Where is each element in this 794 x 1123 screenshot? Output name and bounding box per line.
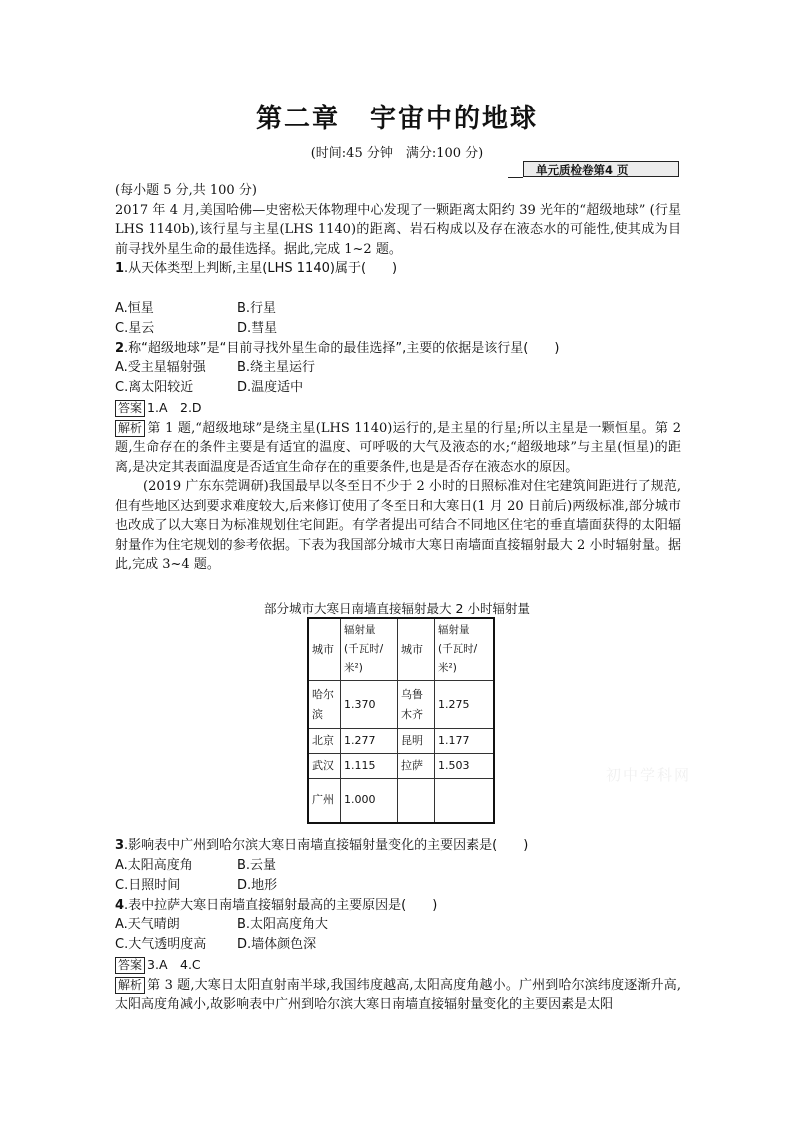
question-2-stem: .称“超级地球”是“目前寻找外星生命的最佳选择”,主要的依据是该行星( )	[124, 340, 560, 356]
header-radiation-unit-b: 米²)	[344, 662, 363, 674]
city-cell: 北京	[308, 729, 341, 754]
q2-option-c: C.离太阳较近	[115, 380, 194, 395]
question-1-number: 1	[115, 261, 125, 276]
value-cell: 1.275	[435, 681, 495, 729]
answer-row-2	[115, 955, 681, 976]
header-radiation-label: 辐射量	[438, 624, 470, 636]
chapter-name: 宇宙中的地球	[370, 104, 539, 134]
q1-option-a: A.恒星	[115, 300, 154, 316]
city-cell	[398, 779, 435, 823]
question-4-options	[115, 915, 681, 955]
q2-option-a: A.受主星辐射强	[115, 360, 206, 375]
question-3-options	[115, 856, 681, 896]
question-3-number: 3	[115, 838, 125, 853]
value-cell: 1.370	[341, 681, 398, 729]
time-score-line: (时间:45 分钟 满分:100 分)	[310, 146, 484, 161]
q4-option-d: D.墙体颜色深	[237, 937, 317, 952]
header-radiation-unit-a: (千瓦时/	[438, 643, 478, 655]
header-radiation-unit-b: 米²)	[438, 662, 457, 674]
city-cell: 乌鲁木齐	[398, 681, 435, 729]
section-two	[115, 836, 681, 1015]
header-radiation-unit-a: (千瓦时/	[344, 643, 384, 655]
q2-option-d: D.温度适中	[237, 380, 304, 395]
question-2-options	[115, 358, 681, 398]
city-cell: 拉萨	[398, 754, 435, 779]
city-cell: 哈尔滨	[308, 681, 341, 729]
q1-option-c: C.星云	[115, 320, 155, 336]
q1-option-b: B.行星	[237, 300, 277, 316]
q2-option-b: B.绕主星运行	[237, 360, 316, 375]
question-2-number: 2	[115, 340, 125, 356]
chapter-number: 第二章	[255, 104, 340, 134]
scoring-note: (每小题 5 分,共 100 分)	[115, 183, 257, 198]
answer-text: 3.A 4.C	[147, 957, 201, 972]
analysis-text: 第 1 题,“超级地球”是绕主星(LHS 1140)运行的,是主星的行星;所以主星是一颗恒星。第 2 题,生命存在的条件主要是有适宜的温度、可呼吸的大气及液态的水;“超级地球”与主星(恒星)的距离,是决定其表面温度是否适宜生命存在的重要条件,也是是否存在液态水的原因。	[115, 420, 681, 475]
question-3	[115, 836, 681, 856]
header-city-2: 城市	[398, 618, 435, 681]
analysis-text: 第 3 题,大寒日太阳直射南半球,我国纬度越高,太阳高度角越小。广州到哈尔滨纬度逐渐升高,太阳高度角减小,故影响表中广州到哈尔滨大寒日南墙直接辐射量变化的主要因素是太阳	[115, 977, 681, 1012]
question-4-stem: .表中拉萨大寒日南墙直接辐射最高的主要原因是( )	[124, 897, 438, 913]
city-cell: 武汉	[308, 754, 341, 779]
table-row	[308, 754, 494, 779]
chapter-title	[0, 98, 794, 135]
question-1-stem: .从天体类型上判断,主星(LHS 1140)属于( )	[124, 261, 398, 276]
q3-option-b: B.云量	[237, 857, 277, 873]
question-1-options	[115, 299, 681, 339]
answer-row-1	[115, 398, 681, 419]
question-3-stem: .影响表中广州到哈尔滨大寒日南墙直接辐射量变化的主要因素是( )	[124, 838, 529, 853]
analysis-tag: 解析	[115, 420, 145, 437]
passage-two: (2019 广东东莞调研)我国最早以冬至日不少于 2 小时的日照标准对住宅建筑间距进行了规范,但有些地区达到要求难度较大,后来修订使用了冬至日和大寒日(1 月 20 日前后)两级标准,部分城市也改成了以大寒日为标准规划住宅间距。有学者提出可结合不同地区住宅的垂直墙面获得的太阳辐射量作为住宅规划的参考依据。下表为我国部分城市大寒日南墙面直接辐射最大 2 小时辐射量。据此,完成 3~4 题。	[115, 479, 681, 572]
radiation-table	[307, 617, 495, 824]
table-row	[308, 681, 494, 729]
value-cell: 1.503	[435, 754, 495, 779]
answer-text: 1.A 2.D	[147, 400, 202, 415]
table-header-row	[308, 618, 494, 681]
analysis-tag: 解析	[115, 977, 145, 994]
analysis-row-1	[115, 419, 681, 478]
q1-option-d: D.彗星	[237, 320, 278, 336]
page-badge: 单元质检卷第4 页	[523, 161, 679, 177]
value-cell	[435, 779, 495, 823]
question-1	[115, 259, 681, 279]
badge-rule	[508, 177, 523, 178]
value-cell: 1.115	[341, 754, 398, 779]
city-cell: 昆明	[398, 729, 435, 754]
table-row	[308, 779, 494, 823]
q3-option-c: C.日照时间	[115, 877, 181, 893]
section-one	[115, 181, 681, 575]
value-cell: 1.000	[341, 779, 398, 823]
question-4	[115, 896, 681, 916]
table-caption: 部分城市大寒日南墙直接辐射最大 2 小时辐射量	[264, 601, 530, 616]
value-cell: 1.277	[341, 729, 398, 754]
passage-one: 2017 年 4 月,美国哈佛—史密松天体物理中心发现了一颗距离太阳约 39 光年的“超级地球” (行星 LHS 1140b),该行星与主星(LHS 1140)的距离、岩石构成以及存在液态水的可能性,使其成为目前寻找外星生命的最佳选择。据此,完成 1~2 题。	[115, 202, 681, 257]
question-4-number: 4	[115, 897, 125, 913]
answer-tag: 答案	[115, 957, 145, 974]
header-radiation-label: 辐射量	[344, 624, 376, 636]
city-cell: 广州	[308, 779, 341, 823]
q4-option-a: A.天气晴朗	[115, 917, 180, 932]
analysis-row-2	[115, 976, 681, 1015]
q4-option-c: C.大气透明度高	[115, 937, 207, 952]
question-2	[115, 339, 681, 359]
answer-tag: 答案	[115, 400, 145, 417]
q3-option-d: D.地形	[237, 877, 278, 893]
header-city-1: 城市	[308, 618, 341, 681]
q4-option-b: B.太阳高度角大	[237, 917, 329, 932]
header-radiation-2	[435, 618, 495, 681]
watermark: 初中学科网	[606, 766, 692, 784]
q3-option-a: A.太阳高度角	[115, 857, 193, 873]
value-cell: 1.177	[435, 729, 495, 754]
header-radiation-1	[341, 618, 398, 681]
table-row	[308, 729, 494, 754]
